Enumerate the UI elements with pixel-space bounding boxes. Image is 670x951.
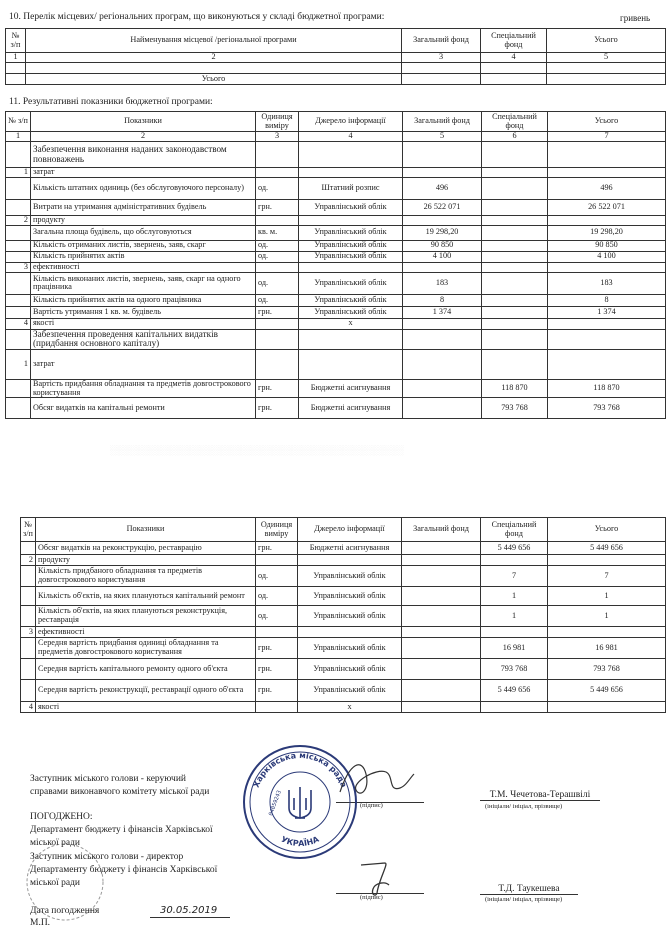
- row-number-cell: [21, 659, 36, 680]
- unit-cell: [256, 349, 299, 379]
- row-number-cell: [6, 240, 31, 251]
- table-row: [21, 702, 666, 713]
- indicator-name-cell: Вартість утримання 1 кв. м. будівель: [31, 306, 256, 318]
- special-fund-cell: 118 870: [482, 379, 548, 397]
- indicator-name-cell: Кількість прийнятих актів: [31, 251, 256, 262]
- regional-programs-table: [5, 28, 666, 85]
- row-number-cell: 4: [21, 702, 36, 713]
- col-number: 2: [31, 132, 256, 142]
- total-cell: [548, 627, 666, 638]
- general-fund-cell: [403, 329, 482, 349]
- total-cell: 8: [548, 294, 666, 306]
- unit-cell: грн.: [256, 379, 299, 397]
- indicator-name-cell: Забезпечення проведення капітальних видатків (придбання основного капіталу): [31, 329, 256, 349]
- general-fund-cell: 1 374: [403, 306, 482, 318]
- special-fund-cell: [481, 702, 548, 713]
- general-fund-cell: [402, 659, 481, 680]
- indicator-name-cell: Витрати на утримання адміністративних будівель: [31, 199, 256, 215]
- col-number: 1: [6, 132, 31, 142]
- special-fund-cell: 1: [481, 606, 548, 627]
- table-row: [6, 306, 666, 318]
- row-number-cell: [6, 251, 31, 262]
- indicator-name-cell: Вартість придбання обладнання та предметів довгострокового користування: [31, 379, 256, 397]
- source-cell: [299, 168, 403, 178]
- stamp-bottom-text: УКРАЇНА: [279, 834, 321, 849]
- col-number: 1: [6, 53, 26, 63]
- total-cell: [548, 262, 666, 272]
- table-row: [6, 272, 666, 294]
- special-fund-cell: [481, 555, 548, 566]
- table-row: [6, 251, 666, 262]
- header-cell: Одиниця виміру: [256, 112, 299, 132]
- signature-scribble-director: [355, 855, 400, 900]
- indicator-name-cell: Обсяг видатків на капітальні ремонти: [31, 398, 256, 419]
- table-row: [6, 142, 666, 168]
- special-fund-cell: 7: [481, 566, 548, 587]
- director-line1: Заступник міського голови - директор: [30, 852, 184, 862]
- special-fund-cell: 16 981: [481, 638, 548, 659]
- row-number-cell: 2: [21, 555, 36, 566]
- header-cell: Спеціальний фонд: [481, 29, 547, 53]
- general-fund-cell: [403, 142, 482, 168]
- total-cell: [548, 329, 666, 349]
- row-number-cell: [6, 199, 31, 215]
- unit-cell: од.: [256, 251, 299, 262]
- general-fund-cell: [402, 627, 481, 638]
- indicator-name-cell: якості: [31, 318, 256, 329]
- unit-cell: грн.: [256, 542, 298, 555]
- director-name: Т.Д. Таукешева: [480, 884, 578, 895]
- special-fund-cell: [482, 240, 548, 251]
- special-fund-cell: [482, 318, 548, 329]
- row-number-cell: [21, 606, 36, 627]
- total-cell: [548, 215, 666, 225]
- unit-cell: грн.: [256, 638, 298, 659]
- source-cell: [299, 142, 403, 168]
- svg-text:УКРАЇНА: [280, 834, 321, 848]
- special-fund-cell: [482, 294, 548, 306]
- source-cell: Бюджетні асигнування: [299, 379, 403, 397]
- unit-cell: [256, 627, 298, 638]
- table-header-row: [21, 518, 666, 542]
- header-cell: Загальний фонд: [402, 518, 481, 542]
- indicator-name-cell: Кількість об'єктів, на яких плануються реконструкція, реставрація: [36, 606, 256, 627]
- indicator-name-cell: ефективності: [36, 627, 256, 638]
- general-fund-cell: [403, 262, 482, 272]
- total-row: [6, 74, 666, 85]
- general-fund-cell: [403, 379, 482, 397]
- total-cell: 5 449 656: [548, 680, 666, 702]
- general-fund-cell: [402, 702, 481, 713]
- row-number-cell: 2: [6, 215, 31, 225]
- general-fund-cell: [403, 168, 482, 178]
- source-cell: Штатний розпис: [299, 177, 403, 199]
- total-label: Усього: [26, 74, 402, 85]
- table-row: [6, 379, 666, 397]
- header-cell: № з/п: [6, 29, 26, 53]
- header-cell: Показники: [36, 518, 256, 542]
- indicator-name-cell: продукту: [36, 555, 256, 566]
- table-row: [21, 542, 666, 555]
- indicator-name-cell: Кількість виконаних листів, звернень, заяв, скарг на одного працівника: [31, 272, 256, 294]
- table-row: [21, 606, 666, 627]
- total-cell: 16 981: [548, 638, 666, 659]
- unit-cell: од.: [256, 272, 299, 294]
- source-cell: [298, 627, 402, 638]
- unit-cell: грн.: [256, 398, 299, 419]
- special-fund-cell: [482, 251, 548, 262]
- table-row: [6, 240, 666, 251]
- indicator-name-cell: якості: [36, 702, 256, 713]
- general-fund-cell: [402, 566, 481, 587]
- total-cell: 26 522 071: [548, 199, 666, 215]
- row-number-cell: [6, 142, 31, 168]
- row-number-cell: [21, 542, 36, 555]
- source-cell: [299, 262, 403, 272]
- row-number-cell: 3: [6, 262, 31, 272]
- source-cell: Управлінський облік: [298, 606, 402, 627]
- indicator-name-cell: Обсяг видатків на реконструкцію, реставрацію: [36, 542, 256, 555]
- total-cell: 1: [548, 606, 666, 627]
- general-fund-cell: [402, 587, 481, 606]
- table-row: [21, 638, 666, 659]
- header-cell: Спеціальний фонд: [482, 112, 548, 132]
- table-row: [6, 215, 666, 225]
- table-row: [6, 262, 666, 272]
- unit-cell: [256, 215, 299, 225]
- col-number: 3: [256, 132, 299, 142]
- general-fund-cell: 26 522 071: [403, 199, 482, 215]
- empty-row: [6, 63, 666, 74]
- special-fund-cell: 5 449 656: [481, 542, 548, 555]
- row-number-cell: 1: [6, 168, 31, 178]
- row-number-cell: [6, 225, 31, 240]
- header-cell: Усього: [548, 112, 666, 132]
- row-number-cell: [21, 587, 36, 606]
- department-line1: Департамент бюджету і фінансів Харківської: [30, 825, 213, 835]
- general-fund-cell: [402, 555, 481, 566]
- general-fund-cell: 8: [403, 294, 482, 306]
- total-cell: 793 768: [548, 659, 666, 680]
- table-row: [21, 659, 666, 680]
- unit-cell: од.: [256, 606, 298, 627]
- special-fund-cell: [482, 199, 548, 215]
- general-fund-cell: [402, 542, 481, 555]
- total-cell: [548, 349, 666, 379]
- table-row: [21, 627, 666, 638]
- general-fund-cell: 19 298,20: [403, 225, 482, 240]
- table-header-row: [6, 112, 666, 132]
- deputy-title-line1: Заступник міського голови - керуючий: [30, 774, 186, 784]
- source-cell: [299, 349, 403, 379]
- row-number-cell: [21, 566, 36, 587]
- section-10-title: 10. Перелік місцевих/ регіональних програм, що виконуються у складі бюджетної програми:: [9, 12, 385, 22]
- special-fund-cell: [482, 177, 548, 199]
- total-cell: [548, 168, 666, 178]
- header-cell: Найменування місцевої /регіональної програми: [26, 29, 402, 53]
- total-cell: [548, 318, 666, 329]
- source-cell: Управлінський облік: [299, 251, 403, 262]
- total-cell: 1: [548, 587, 666, 606]
- indicator-name-cell: Середня вартість капітального ремонту одного об'єкта: [36, 659, 256, 680]
- table-row: [6, 398, 666, 419]
- special-fund-cell: 793 768: [482, 398, 548, 419]
- total-cell: 496: [548, 177, 666, 199]
- row-number-cell: [6, 272, 31, 294]
- row-number-cell: [21, 680, 36, 702]
- table-row: [21, 680, 666, 702]
- header-cell: Джерело інформації: [299, 112, 403, 132]
- general-fund-cell: 496: [403, 177, 482, 199]
- row-number-cell: [6, 306, 31, 318]
- unit-cell: грн.: [256, 306, 299, 318]
- unit-cell: од.: [256, 240, 299, 251]
- indicator-name-cell: Кількість штатних одиниць (без обслуговуючого персоналу): [31, 177, 256, 199]
- column-numbers-row: [6, 132, 666, 142]
- table-row: [21, 566, 666, 587]
- header-cell: Усього: [548, 518, 666, 542]
- source-cell: [299, 329, 403, 349]
- deputy-name: Т.М. Чечетова-Терашвілі: [480, 790, 600, 801]
- unit-cell: [256, 262, 299, 272]
- source-cell: Управлінський облік: [299, 199, 403, 215]
- indicator-name-cell: Забезпечення виконання наданих законодавством повноважень: [31, 142, 256, 168]
- table-row: [21, 587, 666, 606]
- unit-cell: грн.: [256, 659, 298, 680]
- col-number: 2: [26, 53, 402, 63]
- total-cell: 793 768: [548, 398, 666, 419]
- header-cell: Одиниця виміру: [256, 518, 298, 542]
- unit-cell: [256, 168, 299, 178]
- indicator-name-cell: Кількість придбаного обладнання та предметів довгострокового користування: [36, 566, 256, 587]
- indicator-name-cell: затрат: [31, 168, 256, 178]
- header-cell: Спеціальний фонд: [481, 518, 548, 542]
- indicators-table-continued: [20, 517, 666, 713]
- unit-cell: [256, 329, 299, 349]
- special-fund-cell: [482, 272, 548, 294]
- special-fund-cell: 5 449 656: [481, 680, 548, 702]
- indicator-name-cell: ефективності: [31, 262, 256, 272]
- source-cell: Управлінський облік: [298, 566, 402, 587]
- indicator-name-cell: Загальна площа будівель, що обслуговуються: [31, 225, 256, 240]
- table-row: [21, 555, 666, 566]
- row-number-cell: [6, 177, 31, 199]
- table-row: [6, 199, 666, 215]
- unit-cell: [256, 142, 299, 168]
- col-number: 4: [481, 53, 547, 63]
- total-cell: 183: [548, 272, 666, 294]
- row-number-cell: [21, 638, 36, 659]
- mp-label: М.П.: [30, 918, 51, 928]
- general-fund-cell: [403, 318, 482, 329]
- header-cell: № з/п: [21, 518, 36, 542]
- bleed-through: ░░░░░░░░░░░░░░░░░░░░░░░░░░░░░░░░░░░░░░░░░░░░░░: [110, 445, 404, 455]
- unit-cell: грн.: [256, 680, 298, 702]
- table-row: [6, 168, 666, 178]
- trident-emblem-icon: [289, 787, 311, 818]
- director-line3: міської ради: [30, 878, 80, 888]
- header-cell: Усього: [547, 29, 666, 53]
- total-cell: 7: [548, 566, 666, 587]
- unit-cell: [256, 555, 298, 566]
- general-fund-cell: [403, 398, 482, 419]
- indicator-name-cell: Кількість об'єктів, на яких плануються капітальний ремонт: [36, 587, 256, 606]
- source-cell: Управлінський облік: [298, 680, 402, 702]
- table-header-row: [6, 29, 666, 53]
- signature-caption: (підпис): [360, 894, 383, 901]
- indicator-name-cell: Середня вартість реконструкції, реставрації одного об'єкта: [36, 680, 256, 702]
- special-fund-cell: [482, 262, 548, 272]
- table-row: [6, 177, 666, 199]
- row-number-cell: 3: [21, 627, 36, 638]
- special-fund-cell: 793 768: [481, 659, 548, 680]
- department-line2: міської ради: [30, 838, 80, 848]
- small-stamp-imprint: [20, 840, 110, 925]
- total-cell: 90 850: [548, 240, 666, 251]
- header-cell: Загальний фонд: [402, 29, 481, 53]
- source-cell: Управлінський облік: [299, 240, 403, 251]
- total-cell: [548, 702, 666, 713]
- general-fund-cell: [403, 349, 482, 379]
- general-fund-cell: [403, 215, 482, 225]
- agreed-label: ПОГОДЖЕНО:: [30, 812, 93, 822]
- stamp-code: 04059243: [268, 789, 283, 817]
- table-row: [6, 329, 666, 349]
- table-row: [6, 294, 666, 306]
- indicators-body-continued: [21, 542, 666, 713]
- source-cell: [299, 215, 403, 225]
- table-row: [6, 349, 666, 379]
- signature-scribble-deputy: [330, 752, 420, 804]
- indicator-name-cell: Кількість отриманих листів, звернень, заяв, скарг: [31, 240, 256, 251]
- source-cell: Управлінський облік: [299, 306, 403, 318]
- row-number-cell: 1: [6, 349, 31, 379]
- source-cell: x: [299, 318, 403, 329]
- row-number-cell: [6, 379, 31, 397]
- special-fund-cell: [482, 349, 548, 379]
- col-number: 7: [548, 132, 666, 142]
- row-number-cell: [6, 294, 31, 306]
- general-fund-cell: [402, 606, 481, 627]
- deputy-title-line2: справами виконавчого комітету міської ради: [30, 787, 210, 797]
- row-number-cell: [6, 329, 31, 349]
- unit-cell: од.: [256, 294, 299, 306]
- source-cell: [298, 555, 402, 566]
- source-cell: Управлінський облік: [299, 294, 403, 306]
- indicators-body: [6, 142, 666, 419]
- source-cell: Управлінський облік: [298, 587, 402, 606]
- unit-cell: од.: [256, 587, 298, 606]
- header-cell: Показники: [31, 112, 256, 132]
- indicators-table: [5, 111, 666, 419]
- column-numbers-row: [6, 53, 666, 63]
- indicator-name-cell: Середня вартість придбання одиниці обладнання та предметів довгострокового користування: [36, 638, 256, 659]
- special-fund-cell: [482, 168, 548, 178]
- date-value: 30.05.2019: [160, 905, 218, 916]
- general-fund-cell: 183: [403, 272, 482, 294]
- table-row: [6, 318, 666, 329]
- row-number-cell: 4: [6, 318, 31, 329]
- source-cell: Управлінський облік: [298, 638, 402, 659]
- col-number: 6: [482, 132, 548, 142]
- indicator-name-cell: затрат: [31, 349, 256, 379]
- signature-caption: (підпис): [360, 802, 383, 809]
- special-fund-cell: [482, 215, 548, 225]
- total-cell: 1 374: [548, 306, 666, 318]
- indicator-name-cell: Кількість прийнятих актів на одного працівника: [31, 294, 256, 306]
- special-fund-cell: [482, 225, 548, 240]
- unit-cell: грн.: [256, 199, 299, 215]
- unit-cell: од.: [256, 177, 299, 199]
- date-line: [150, 917, 230, 918]
- source-cell: Управлінський облік: [299, 225, 403, 240]
- director-line2: Департаменту бюджету і фінансів Харківської: [30, 865, 218, 875]
- unit-cell: од.: [256, 566, 298, 587]
- special-fund-cell: [482, 329, 548, 349]
- special-fund-cell: [481, 627, 548, 638]
- unit-cell: [256, 702, 298, 713]
- special-fund-cell: [482, 306, 548, 318]
- table-row: [6, 225, 666, 240]
- general-fund-cell: 4 100: [403, 251, 482, 262]
- total-cell: 4 100: [548, 251, 666, 262]
- unit-cell: [256, 318, 299, 329]
- header-cell: Загальний фонд: [403, 112, 482, 132]
- total-cell: 118 870: [548, 379, 666, 397]
- col-number: 5: [547, 53, 666, 63]
- stamp-top-text: Харківська міська рада: [251, 750, 349, 789]
- section-11-title: 11. Результативні показники бюджетної програми:: [9, 97, 213, 107]
- row-number-cell: [6, 398, 31, 419]
- total-cell: [548, 142, 666, 168]
- total-cell: [548, 555, 666, 566]
- source-cell: Бюджетні асигнування: [299, 398, 403, 419]
- special-fund-cell: 1: [481, 587, 548, 606]
- source-cell: Управлінський облік: [299, 272, 403, 294]
- source-cell: Управлінський облік: [298, 659, 402, 680]
- source-cell: x: [298, 702, 402, 713]
- name-caption: (ініціали/ ініціал, прізвище): [485, 896, 563, 903]
- date-label: Дата погодження: [30, 906, 100, 916]
- general-fund-cell: [402, 638, 481, 659]
- indicator-name-cell: продукту: [31, 215, 256, 225]
- header-cell: № з/п: [6, 112, 31, 132]
- col-number: 5: [403, 132, 482, 142]
- total-cell: 5 449 656: [548, 542, 666, 555]
- header-cell: Джерело інформації: [298, 518, 402, 542]
- unit-cell: кв. м.: [256, 225, 299, 240]
- special-fund-cell: [482, 142, 548, 168]
- col-number: 3: [402, 53, 481, 63]
- general-fund-cell: [402, 680, 481, 702]
- col-number: 4: [299, 132, 403, 142]
- general-fund-cell: 90 850: [403, 240, 482, 251]
- name-caption: (ініціали/ ініціал, прізвище): [485, 803, 563, 810]
- total-cell: 19 298,20: [548, 225, 666, 240]
- currency-unit: гривень: [620, 13, 651, 23]
- source-cell: Бюджетні асигнування: [298, 542, 402, 555]
